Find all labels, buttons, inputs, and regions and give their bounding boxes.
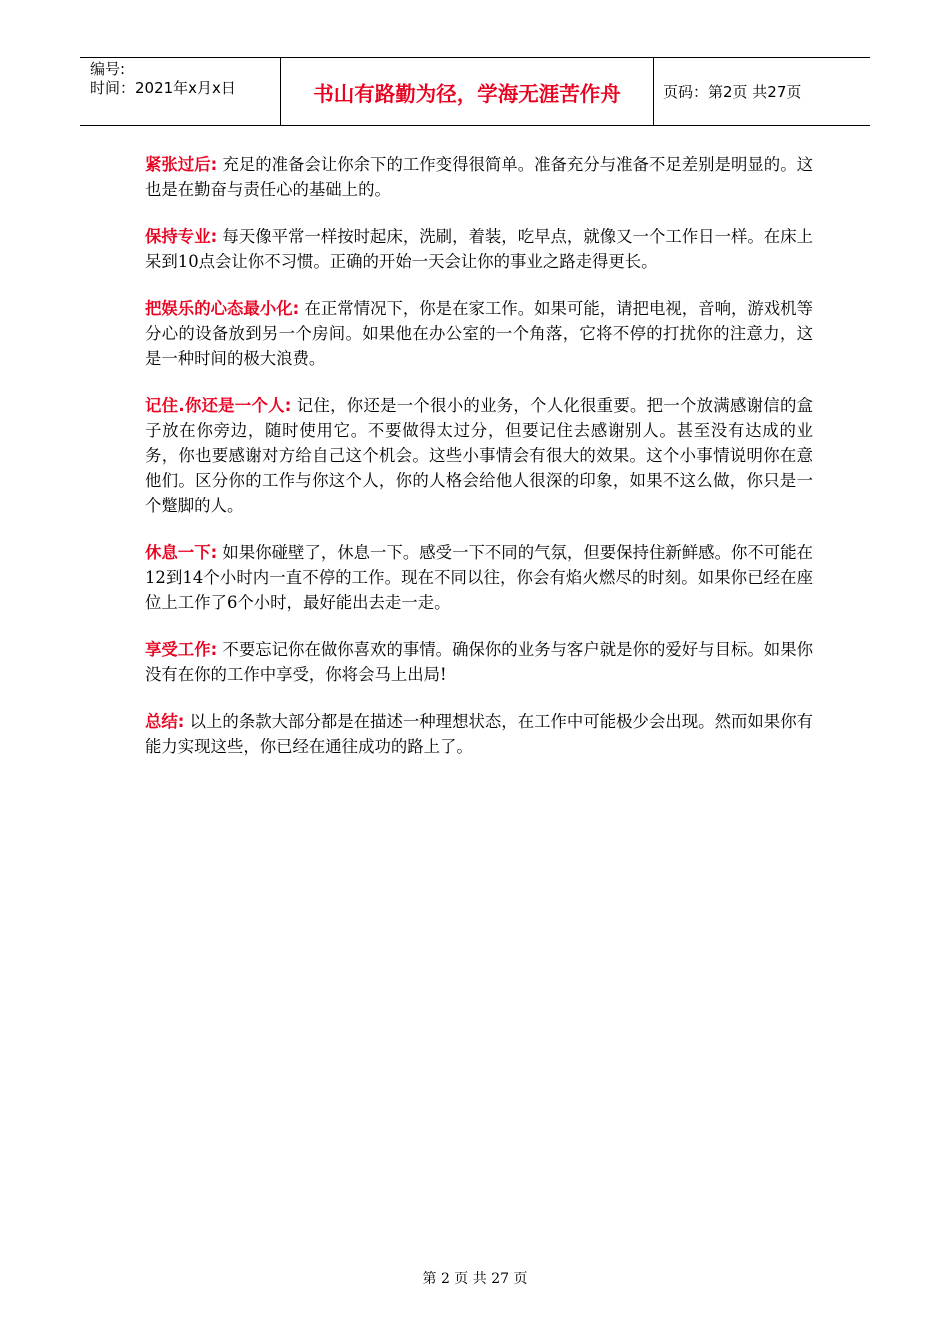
paragraph-summary (145, 709, 813, 759)
paragraph-text: 每天像平常一样按时起床，洗刷，着装，吃早点，就像又一个工作日一样。在床上呆到10点会让你不习惯。正确的开始一天会让你的事业之路走得更长。 (145, 227, 813, 271)
header-meta (80, 58, 281, 125)
paragraph-take-break (145, 540, 813, 615)
paragraph-after-tension (145, 152, 813, 202)
paragraph-enjoy-work (145, 637, 813, 687)
paragraph-stay-professional (145, 224, 813, 274)
page-footer: 第 2 页 共 27 页 (422, 1271, 528, 1287)
paragraph-text: 如果你碰壁了，休息一下。感受一下不同的气氛，但要保持住新鲜感。你不可能在12到14个小时内一直不停的工作。现在不同以往，你会有焰火燃尽的时刻。如果你已经在座位上工作了6个小时，最好能出去走一走。 (145, 543, 813, 612)
header-motto: 书山有路勤为径，学海无涯苦作舟 (281, 58, 654, 125)
paragraph-title: 把娱乐的心态最小化: (145, 299, 300, 318)
paragraph-title: 紧张过后: (145, 155, 218, 174)
document-date-label: 时间：2021年x月x日 (90, 79, 236, 97)
page-header (80, 57, 870, 126)
paragraph-title: 记住.你还是一个人: (145, 396, 292, 415)
header-page-number: 页码：第2页 共27页 (663, 83, 802, 101)
paragraph-title: 享受工作: (145, 640, 218, 659)
paragraph-title: 总结: (145, 712, 185, 731)
paragraph-minimize-entertainment (145, 296, 813, 371)
paragraph-text: 充足的准备会让你余下的工作变得很简单。准备充分与准备不足差别是明显的。这也是在勤奋与责任心的基础上的。 (145, 155, 813, 199)
paragraph-text: 不要忘记你在做你喜欢的事情。确保你的业务与客户就是你的爱好与目标。如果你没有在你的工作中享受，你将会马上出局! (145, 640, 813, 684)
document-number-label: 编号: (90, 60, 126, 78)
paragraph-title: 休息一下: (145, 543, 218, 562)
paragraph-text: 记住，你还是一个很小的业务，个人化很重要。把一个放满感谢信的盒子放在你旁边，随时使用它。不要做得太过分，但要记住去感谢别人。甚至没有达成的业务，你也要感谢对方给自己这个机会。这些小事情会有很大的效果。这个小事情说明你在意他们。区分你的工作与你这个人，你的人格会给他人很深的印象，如果不这么做，你只是一个蹩脚的人。 (145, 396, 813, 515)
document-body (145, 152, 813, 781)
paragraph-title: 保持专业: (145, 227, 218, 246)
paragraph-text: 在正常情况下，你是在家工作。如果可能，请把电视，音响，游戏机等分心的设备放到另一个房间。如果他在办公室的一个角落，它将不停的打扰你的注意力，这是一种时间的极大浪费。 (145, 299, 813, 368)
paragraph-text: 以上的条款大部分都是在描述一种理想状态，在工作中可能极少会出现。然而如果你有能力实现这些，你已经在通往成功的路上了。 (145, 712, 813, 756)
paragraph-remember-person (145, 393, 813, 518)
